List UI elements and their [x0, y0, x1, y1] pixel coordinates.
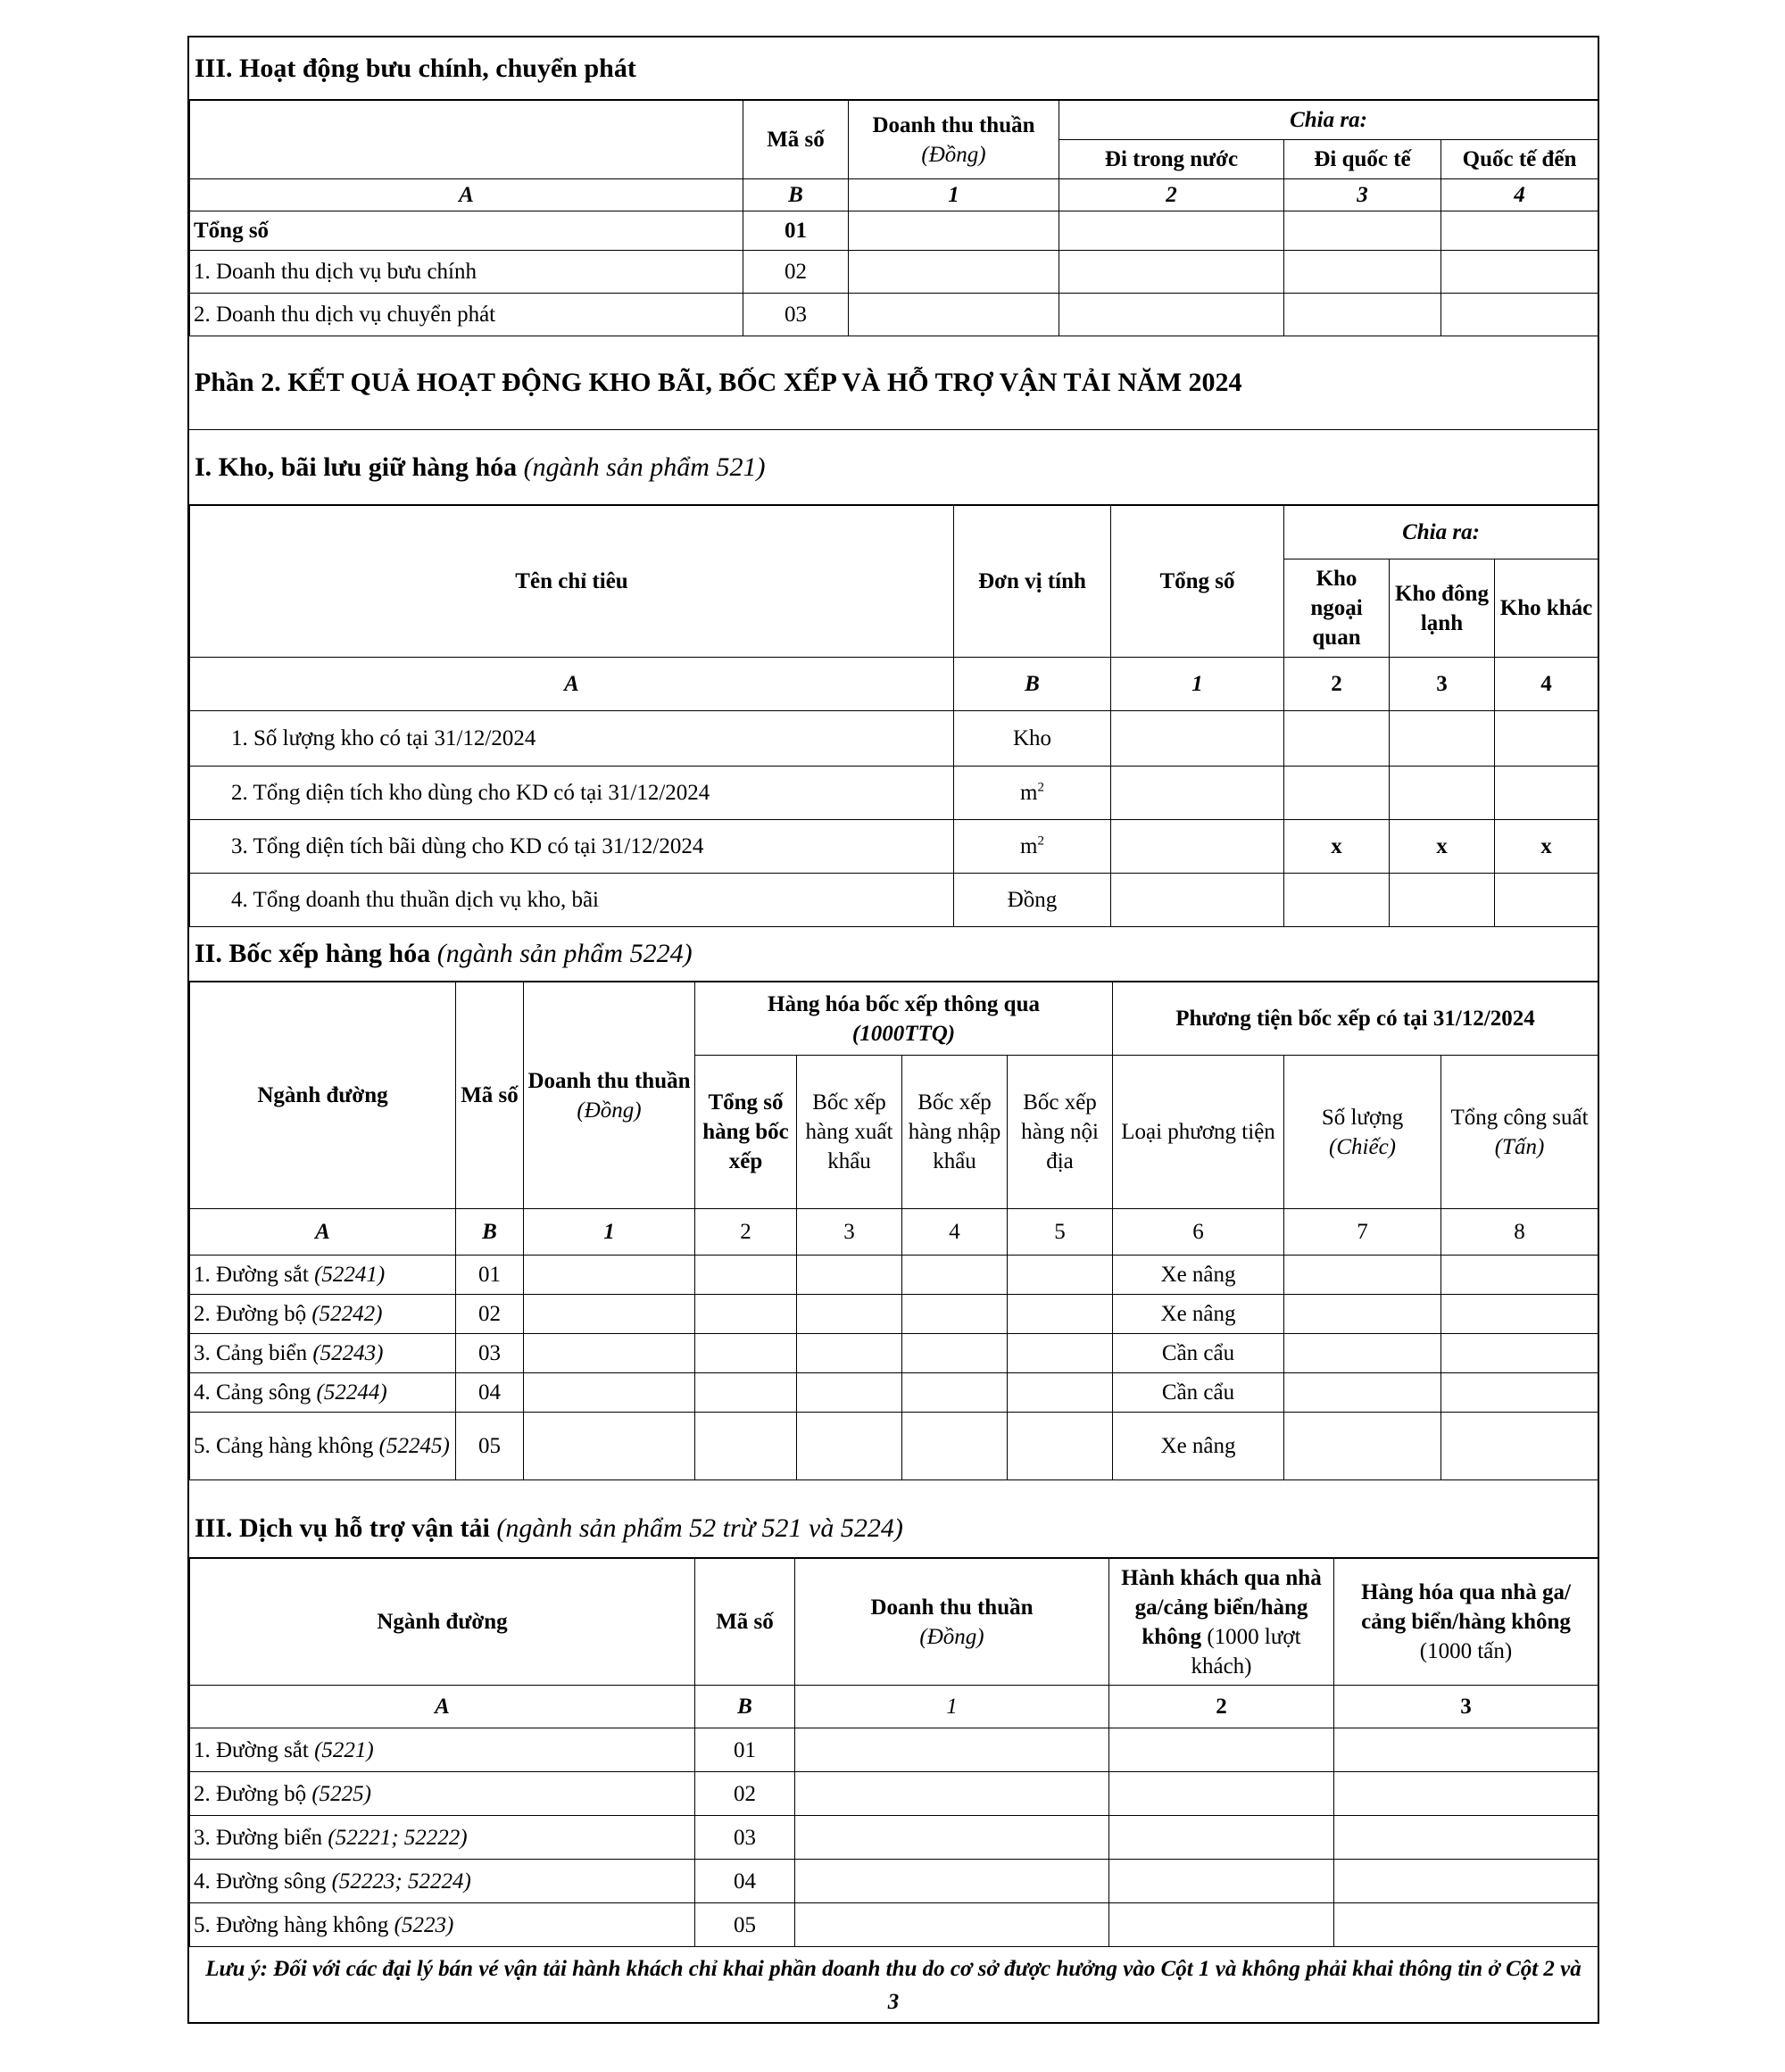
- postal-table: [189, 100, 1598, 336]
- unit-text: m: [1020, 834, 1038, 858]
- warehouse-cell-input[interactable]: [1495, 874, 1598, 927]
- warehouse-col-letter: 2: [1284, 658, 1390, 711]
- warehouse-header-indicator: Tên chỉ tiêu: [190, 506, 954, 658]
- loading-row-equipment: Xe nâng: [1113, 1413, 1284, 1480]
- loading-cell-input[interactable]: [902, 1413, 1008, 1480]
- support-cell-input[interactable]: [1109, 1903, 1334, 1947]
- warehouse-row-unit: Đồng: [954, 874, 1111, 927]
- warehouse-row-name: 3. Tổng diện tích bãi dùng cho KD có tại 31/12/2024: [190, 820, 954, 874]
- loading-quantity-label: Số lượng: [1321, 1105, 1404, 1130]
- warehouse-cell-input[interactable]: [1111, 820, 1284, 874]
- support-cell-input[interactable]: [1109, 1772, 1334, 1816]
- support-table: [189, 1558, 1598, 1947]
- loading-header-import: Bốc xếp hàng nhập khẩu: [902, 1056, 1008, 1209]
- warehouse-header-cold: Kho đông lạnh: [1390, 559, 1495, 658]
- loading-capacity-label: Tổng công suất: [1450, 1105, 1589, 1130]
- warehouse-subtitle-text: (ngành sản phẩm 521): [523, 452, 766, 482]
- loading-section-title: [189, 926, 1598, 982]
- row-code-note: (52244): [316, 1380, 387, 1405]
- warehouse-cell-input[interactable]: [1284, 874, 1390, 927]
- table-row: [190, 1772, 1598, 1816]
- loading-header-code: Mã số: [456, 982, 524, 1209]
- loading-row-code: 02: [456, 1295, 524, 1334]
- support-row-code: 02: [695, 1772, 795, 1816]
- support-cell-input[interactable]: [795, 1728, 1109, 1772]
- warehouse-cell-x: x: [1284, 820, 1390, 874]
- loading-cell-input[interactable]: [1008, 1256, 1113, 1295]
- warehouse-col-letter: 4: [1495, 658, 1598, 711]
- support-cell-input[interactable]: [1334, 1772, 1598, 1816]
- postal-col-letter: 4: [1441, 179, 1598, 211]
- unit-superscript: 2: [1037, 780, 1044, 795]
- support-col-letter: 2: [1109, 1686, 1334, 1728]
- postal-col-letter: 1: [849, 179, 1059, 211]
- loading-col-letter: A: [190, 1209, 456, 1256]
- loading-cell-input[interactable]: [695, 1256, 797, 1295]
- row-code-note: (5225): [311, 1781, 371, 1806]
- row-name-text: 4. Cảng sông: [194, 1380, 311, 1405]
- table-row: [190, 1256, 1598, 1295]
- loading-cell-input[interactable]: [902, 1373, 1008, 1413]
- support-header-revenue: [795, 1559, 1109, 1686]
- warehouse-row-name: 1. Số lượng kho có tại 31/12/2024: [190, 711, 954, 767]
- support-row-name: [190, 1903, 695, 1947]
- warehouse-row-name: 2. Tổng diện tích kho dùng cho KD có tại 31/12/2024: [190, 767, 954, 820]
- support-row-name: [190, 1728, 695, 1772]
- loading-cell-input[interactable]: [1008, 1373, 1113, 1413]
- table-row: [190, 1903, 1598, 1947]
- table-row: [190, 1728, 1598, 1772]
- row-name-text: 1. Đường sắt: [194, 1737, 309, 1762]
- warehouse-table: [189, 505, 1598, 927]
- loading-cell-input[interactable]: [797, 1373, 902, 1413]
- loading-cell-input[interactable]: [797, 1334, 902, 1373]
- warehouse-cell-input[interactable]: [1111, 767, 1284, 820]
- loading-cell-input[interactable]: [797, 1295, 902, 1334]
- loading-header-goods: [695, 982, 1113, 1056]
- table-row: [190, 211, 1598, 251]
- postal-cell-input[interactable]: [849, 294, 1059, 336]
- postal-section-title: [189, 37, 1598, 100]
- table-row: [190, 820, 1598, 874]
- support-row-code: 05: [695, 1903, 795, 1947]
- table-row: [190, 711, 1598, 767]
- loading-cell-input[interactable]: [1008, 1334, 1113, 1373]
- warehouse-cell-input[interactable]: [1390, 711, 1495, 767]
- support-col-letter: A: [190, 1686, 695, 1728]
- loading-cell-input[interactable]: [1441, 1334, 1598, 1373]
- row-code-note: (5221): [314, 1737, 374, 1762]
- loading-row-name: [190, 1256, 456, 1295]
- warehouse-cell-input[interactable]: [1390, 767, 1495, 820]
- warehouse-cell-x: x: [1495, 820, 1598, 874]
- postal-cell-input[interactable]: [1284, 211, 1441, 251]
- table-row: [190, 1373, 1598, 1413]
- table-row: [190, 1816, 1598, 1860]
- loading-cell-input[interactable]: [1441, 1256, 1598, 1295]
- postal-col-letter: 2: [1059, 179, 1284, 211]
- loading-cell-input[interactable]: [902, 1334, 1008, 1373]
- loading-cell-input[interactable]: [524, 1413, 695, 1480]
- survey-form: [187, 36, 1599, 2024]
- postal-title-text: III. Hoạt động bưu chính, chuyển phát: [195, 53, 636, 83]
- postal-cell-input[interactable]: [1059, 251, 1284, 294]
- postal-cell-input[interactable]: [1441, 251, 1598, 294]
- warehouse-section-title: [189, 430, 1598, 505]
- loading-col-letter: 8: [1441, 1209, 1598, 1256]
- warehouse-header-unit: Đơn vị tính: [954, 506, 1111, 658]
- warehouse-row-unit: [954, 767, 1111, 820]
- unit-superscript: 2: [1037, 833, 1044, 849]
- loading-row-equipment: Cần cẩu: [1113, 1373, 1284, 1413]
- warehouse-cell-input[interactable]: [1390, 874, 1495, 927]
- postal-col-letter: A: [190, 179, 743, 211]
- loading-header-domestic: Bốc xếp hàng nội địa: [1008, 1056, 1113, 1209]
- warehouse-cell-input[interactable]: [1495, 767, 1598, 820]
- unit-text: m: [1020, 781, 1038, 805]
- table-row: [190, 1413, 1598, 1480]
- row-name-text: 2. Đường bộ: [194, 1781, 307, 1806]
- table-row: [190, 874, 1598, 927]
- postal-header-outbound: Đi quốc tế: [1284, 140, 1441, 179]
- loading-cell-input[interactable]: [524, 1334, 695, 1373]
- support-cargo-unit: (1000 tấn): [1419, 1639, 1513, 1663]
- loading-cell-input[interactable]: [797, 1256, 902, 1295]
- warehouse-header-total: Tổng số: [1111, 506, 1284, 658]
- warehouse-cell-x: x: [1390, 820, 1495, 874]
- support-col-letter: 3: [1334, 1686, 1598, 1728]
- warehouse-row-unit: [954, 820, 1111, 874]
- loading-cell-input[interactable]: [524, 1373, 695, 1413]
- row-code-note: (52241): [314, 1263, 386, 1287]
- loading-row-equipment: Cần cẩu: [1113, 1334, 1284, 1373]
- warehouse-row-name: 4. Tổng doanh thu thuần dịch vụ kho, bãi: [190, 874, 954, 927]
- postal-revenue-unit: (Đồng): [921, 142, 986, 167]
- loading-title-text: II. Bốc xếp hàng hóa: [195, 938, 431, 968]
- loading-cell-input[interactable]: [695, 1413, 797, 1480]
- table-row: [190, 1860, 1598, 1903]
- row-code-note: (52221; 52222): [328, 1825, 468, 1850]
- warehouse-header-split: Chia ra:: [1284, 506, 1598, 559]
- loading-cell-input[interactable]: [1284, 1413, 1441, 1480]
- support-header-passengers: [1109, 1559, 1334, 1686]
- support-cell-input[interactable]: [1334, 1903, 1598, 1947]
- footnote: Lưu ý: Đối với các đại lý bán vé vận tải hành khách chỉ khai phần doanh thu do cơ sở được hưởng vào Cột 1 và không phải khai thông tin ở Cột 2 và 3: [205, 1956, 1582, 2014]
- postal-cell-input[interactable]: [1059, 211, 1284, 251]
- support-cell-input[interactable]: [1334, 1728, 1598, 1772]
- warehouse-row-unit: Kho: [954, 711, 1111, 767]
- loading-row-code: 04: [456, 1373, 524, 1413]
- support-cargo-label: Hàng hóa qua nhà ga/ cảng biển/hàng không: [1361, 1580, 1571, 1634]
- loading-capacity-unit: (Tấn): [1494, 1134, 1545, 1159]
- loading-col-letter: 7: [1284, 1209, 1441, 1256]
- table-row: [190, 1334, 1598, 1373]
- postal-cell-input[interactable]: [849, 251, 1059, 294]
- loading-cell-input[interactable]: [1284, 1334, 1441, 1373]
- postal-header-inbound: Quốc tế đến: [1441, 140, 1598, 179]
- support-cell-input[interactable]: [795, 1860, 1109, 1903]
- loading-col-letter: 6: [1113, 1209, 1284, 1256]
- table-row: [190, 294, 1598, 336]
- row-name-text: 3. Đường biển: [194, 1825, 323, 1850]
- support-cell-input[interactable]: [795, 1772, 1109, 1816]
- support-col-letter: 1: [795, 1686, 1109, 1728]
- postal-col-letter: 3: [1284, 179, 1441, 211]
- support-row-name: [190, 1772, 695, 1816]
- postal-revenue-label: Doanh thu thuần: [872, 112, 1035, 137]
- support-revenue-unit: (Đồng): [919, 1624, 984, 1649]
- postal-row-name: 2. Doanh thu dịch vụ chuyển phát: [190, 294, 743, 336]
- loading-row-equipment: Xe nâng: [1113, 1256, 1284, 1295]
- support-section-title: [189, 1499, 1598, 1558]
- loading-cell-input[interactable]: [695, 1295, 797, 1334]
- postal-col-letter: B: [743, 179, 849, 211]
- support-cell-input[interactable]: [1109, 1816, 1334, 1860]
- loading-revenue-unit: (Đồng): [577, 1098, 642, 1123]
- support-row-code: 03: [695, 1816, 795, 1860]
- support-header-cargo: [1334, 1559, 1598, 1686]
- support-cell-input[interactable]: [795, 1816, 1109, 1860]
- loading-revenue-label: Doanh thu thuần: [527, 1068, 691, 1093]
- loading-header-equipment: Phương tiện bốc xếp có tại 31/12/2024: [1113, 982, 1598, 1056]
- loading-cell-input[interactable]: [695, 1373, 797, 1413]
- part2-title-text: Phần 2. KẾT QUẢ HOẠT ĐỘNG KHO BÃI, BỐC XẾP VÀ HỖ TRỢ VẬN TẢI NĂM 2024: [195, 367, 1242, 397]
- support-cell-input[interactable]: [795, 1903, 1109, 1947]
- postal-header-split: Chia ra:: [1059, 101, 1598, 140]
- loading-header-revenue: [524, 982, 695, 1209]
- support-header-sector: Ngành đường: [190, 1559, 695, 1686]
- loading-col-letter: B: [456, 1209, 524, 1256]
- support-row-name: [190, 1816, 695, 1860]
- support-passengers-label: Hành khách qua nhà ga/cảng biển/hàng không: [1121, 1565, 1322, 1649]
- loading-header-total-goods: Tổng số hàng bốc xếp: [695, 1056, 797, 1209]
- loading-col-letter: 5: [1008, 1209, 1113, 1256]
- loading-header-capacity: [1441, 1056, 1598, 1209]
- loading-cell-input[interactable]: [1441, 1413, 1598, 1480]
- support-col-letter: B: [695, 1686, 795, 1728]
- loading-cell-input[interactable]: [695, 1334, 797, 1373]
- warehouse-col-letter: B: [954, 658, 1111, 711]
- loading-row-code: 05: [456, 1413, 524, 1480]
- table-row: [190, 251, 1598, 294]
- loading-row-code: 01: [456, 1256, 524, 1295]
- row-name-text: 3. Cảng biển: [194, 1341, 308, 1365]
- loading-cell-input[interactable]: [1284, 1256, 1441, 1295]
- postal-cell-input[interactable]: [849, 211, 1059, 251]
- postal-row-code: 03: [743, 294, 849, 336]
- support-cell-input[interactable]: [1109, 1860, 1334, 1903]
- support-passengers-unit: (1000 lượt khách): [1191, 1624, 1301, 1678]
- row-code-note: (52223; 52224): [331, 1869, 471, 1894]
- support-row-code: 04: [695, 1860, 795, 1903]
- postal-cell-input[interactable]: [1059, 294, 1284, 336]
- loading-header-eq-type: Loại phương tiện: [1113, 1056, 1284, 1209]
- postal-cell-input[interactable]: [1441, 211, 1598, 251]
- postal-row-name: Tổng số: [190, 211, 743, 251]
- support-revenue-label: Doanh thu thuần: [870, 1595, 1034, 1620]
- loading-goods-unit: (1000TTQ): [851, 1021, 956, 1046]
- support-header-code: Mã số: [695, 1559, 795, 1686]
- row-name-text: 5. Đường hàng không: [194, 1912, 389, 1937]
- row-code-note: (52243): [312, 1341, 384, 1365]
- warehouse-cell-input[interactable]: [1111, 711, 1284, 767]
- warehouse-header-bonded: Kho ngoại quan: [1284, 559, 1390, 658]
- loading-col-letter: 2: [695, 1209, 797, 1256]
- loading-cell-input[interactable]: [1284, 1295, 1441, 1334]
- warehouse-title-text: I. Kho, bãi lưu giữ hàng hóa: [195, 452, 518, 482]
- warehouse-cell-input[interactable]: [1284, 711, 1390, 767]
- loading-header-export: Bốc xếp hàng xuất khẩu: [797, 1056, 902, 1209]
- postal-cell-input[interactable]: [1284, 294, 1441, 336]
- row-name-text: 1. Đường sắt: [194, 1263, 309, 1287]
- loading-quantity-unit: (Chiếc): [1329, 1134, 1396, 1159]
- postal-row-name: 1. Doanh thu dịch vụ bưu chính: [190, 251, 743, 294]
- support-cell-input[interactable]: [1334, 1816, 1598, 1860]
- support-cell-input[interactable]: [1109, 1728, 1334, 1772]
- loading-cell-input[interactable]: [524, 1295, 695, 1334]
- loading-row-name: [190, 1413, 456, 1480]
- postal-cell-input[interactable]: [1284, 251, 1441, 294]
- row-code-note: (5223): [394, 1912, 454, 1937]
- part2-title: [189, 336, 1598, 430]
- row-name-text: 4. Đường sông: [194, 1869, 327, 1894]
- support-row-code: 01: [695, 1728, 795, 1772]
- postal-row-code: 02: [743, 251, 849, 294]
- loading-subtitle-text: (ngành sản phẩm 5224): [436, 938, 693, 968]
- loading-cell-input[interactable]: [1441, 1373, 1598, 1413]
- loading-cell-input[interactable]: [1008, 1413, 1113, 1480]
- loading-goods-label: Hàng hóa bốc xếp thông qua: [768, 991, 1040, 1016]
- postal-row-code: 01: [743, 211, 849, 251]
- loading-cell-input[interactable]: [524, 1256, 695, 1295]
- table-row: [190, 767, 1598, 820]
- row-code-note: (52242): [311, 1302, 383, 1326]
- loading-cell-input[interactable]: [902, 1256, 1008, 1295]
- postal-header-revenue: [849, 101, 1059, 179]
- postal-cell-input[interactable]: [1441, 294, 1598, 336]
- row-name-text: 2. Đường bộ: [194, 1302, 307, 1326]
- table-row: [190, 1295, 1598, 1334]
- warehouse-header-other: Kho khác: [1495, 559, 1598, 658]
- postal-header-domestic: Đi trong nước: [1059, 140, 1284, 179]
- support-title-text: III. Dịch vụ hỗ trợ vận tải: [195, 1513, 490, 1543]
- warehouse-cell-input[interactable]: [1111, 874, 1284, 927]
- loading-cell-input[interactable]: [797, 1413, 902, 1480]
- postal-header-blank: [190, 101, 743, 179]
- warehouse-cell-input[interactable]: [1284, 767, 1390, 820]
- loading-row-name: [190, 1334, 456, 1373]
- loading-col-letter: 4: [902, 1209, 1008, 1256]
- support-subtitle-text: (ngành sản phẩm 52 trừ 521 và 5224): [496, 1513, 903, 1543]
- loading-row-name: [190, 1373, 456, 1413]
- loading-cell-input[interactable]: [1008, 1295, 1113, 1334]
- warehouse-col-letter: 1: [1111, 658, 1284, 711]
- loading-row-equipment: Xe nâng: [1113, 1295, 1284, 1334]
- postal-header-code: Mã số: [743, 101, 849, 179]
- loading-cell-input[interactable]: [902, 1295, 1008, 1334]
- loading-table: [189, 982, 1598, 1480]
- loading-header-sector: Ngành đường: [190, 982, 456, 1209]
- loading-row-name: [190, 1295, 456, 1334]
- warehouse-col-letter: 3: [1390, 658, 1495, 711]
- loading-header-quantity: [1284, 1056, 1441, 1209]
- warehouse-col-letter: A: [190, 658, 954, 711]
- loading-cell-input[interactable]: [1284, 1373, 1441, 1413]
- loading-col-letter: 1: [524, 1209, 695, 1256]
- loading-cell-input[interactable]: [1441, 1295, 1598, 1334]
- warehouse-cell-input[interactable]: [1495, 711, 1598, 767]
- loading-col-letter: 3: [797, 1209, 902, 1256]
- loading-row-code: 03: [456, 1334, 524, 1373]
- row-code-note: (52245): [378, 1434, 450, 1458]
- row-name-text: 5. Cảng hàng không: [194, 1434, 374, 1458]
- support-row-name: [190, 1860, 695, 1903]
- support-cell-input[interactable]: [1334, 1860, 1598, 1903]
